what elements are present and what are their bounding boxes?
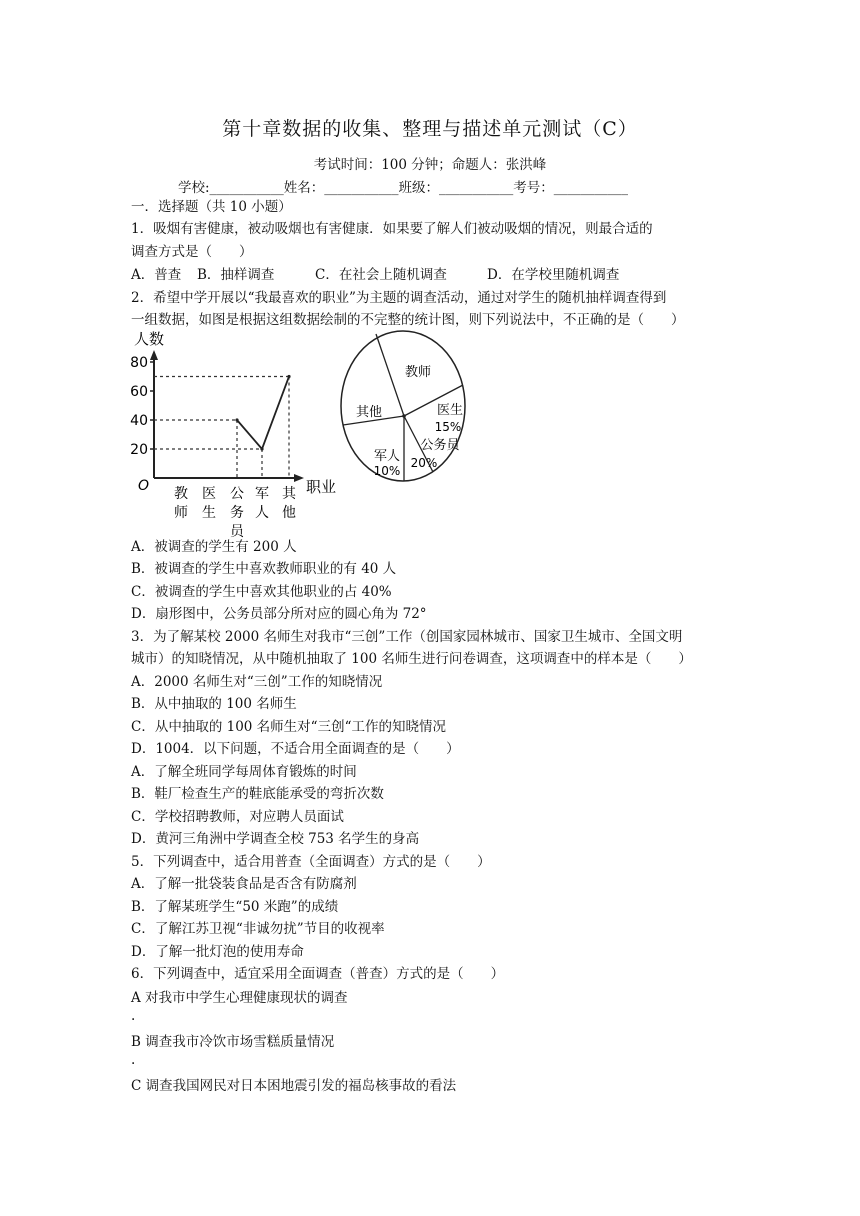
question-6-option-b — [131, 1032, 334, 1052]
option-letter: A — [131, 990, 141, 1006]
question-3-option-d: D．1004．以下问题，不适合用全面调查的是（ ） — [131, 741, 460, 757]
option-text: 调查我国网民对日本困地震引发的福岛核事故的看法 — [145, 1078, 457, 1094]
question-2-option-d: D．扇形图中，公务员部分所对应的圆心角为 72° — [131, 606, 427, 622]
slice-label: 军人 — [373, 449, 401, 464]
y-tick-label: 80 — [130, 355, 148, 371]
y-tick-label: 60 — [130, 384, 148, 400]
question-2-option-a: A．被调查的学生有 200 人 — [131, 539, 297, 555]
origin-label: O — [138, 478, 150, 494]
y-axis-label: 人数 — [134, 330, 165, 348]
option-b: B．抽样调查 — [197, 267, 275, 283]
page-title: 第十章数据的收集、整理与描述单元测试（C） — [222, 118, 638, 140]
question-4-option-d: D．黄河三角洲中学调查全校 753 名学生的身高 — [131, 831, 420, 847]
exam-info: 考试时间：100 分钟；命题人：张洪峰 — [313, 157, 547, 173]
question-6-option-c — [131, 1076, 456, 1096]
question-2-option-c: C．被调查的学生中喜欢其他职业的占 40% — [131, 584, 392, 600]
y-tick-label: 40 — [130, 413, 148, 429]
slice-label: 其他 — [355, 405, 383, 420]
x-tick-label: 军 — [255, 486, 269, 502]
question-3-text-cont: 城市）的知晓情况，从中随机抽取了 100 名师生进行问卷调查，这项调查中的样本是（ ） — [131, 651, 692, 667]
x-axis-label: 职业 — [306, 478, 337, 496]
option-a: A．普查 — [131, 267, 182, 283]
pie-center — [402, 414, 406, 418]
option-dot: . — [131, 1052, 136, 1068]
question-3-option-a: A．2000 名师生对“三创”工作的知晓情况 — [131, 674, 383, 690]
option-c: C．在社会上随机调查 — [315, 267, 447, 283]
student-info-fields: 学校:___________姓名：___________班级：___________考号：___________ — [178, 180, 629, 196]
slice-label: 公务员 — [420, 438, 460, 453]
question-1-text: 1．吸烟有害健康，被动吸烟也有害健康．如果要了解人们被动吸烟的情况，则最合适的 — [131, 221, 653, 237]
slice-percent: 10% — [373, 464, 401, 478]
line-chart — [126, 326, 346, 538]
question-4-option-a: A．了解全班同学每周体育锻炼的时间 — [131, 764, 357, 780]
x-tick-label: 其 — [282, 486, 296, 502]
x-tick-label: 他 — [282, 505, 296, 521]
slice-label: 教师 — [404, 365, 432, 380]
question-3-option-b: B．从中抽取的 100 名师生 — [131, 696, 297, 712]
x-tick-label: 师 — [174, 505, 188, 521]
question-6-option-a — [131, 988, 348, 1008]
x-axis-arrow — [294, 474, 304, 482]
question-5-option-a: A．了解一批袋装食品是否含有防腐剂 — [131, 876, 357, 892]
data-point — [287, 375, 290, 378]
x-tick-label: 公 — [230, 486, 244, 502]
option-text: 调查我市冷饮市场雪糕质量情况 — [145, 1034, 335, 1050]
question-2-text: 2．希望中学开展以“我最喜欢的职业”为主题的调查活动，通过对学生的随机抽样调查得到 — [131, 290, 667, 306]
y-tick-label: 20 — [130, 442, 148, 458]
y-axis-arrow — [150, 350, 158, 360]
x-tick-label: 员 — [230, 524, 244, 538]
question-1-text-cont: 调查方式是（ ） — [131, 244, 253, 260]
slice-percent: 15% — [434, 420, 462, 434]
data-point — [260, 447, 263, 450]
option-dot: . — [131, 1008, 136, 1024]
question-5-text: 5．下列调查中，适合用普查（全面调查）方式的是（ ） — [131, 854, 491, 870]
slice-boundary — [376, 334, 404, 416]
question-3-option-c: C．从中抽取的 100 名师生对“三创“工作的知晓情况 — [131, 719, 446, 735]
question-1-options — [131, 265, 619, 285]
question-6-text: 6．下列调查中，适宜采用全面调查（普查）方式的是（ ） — [131, 966, 505, 982]
x-tick-label: 生 — [202, 505, 216, 521]
series-line — [237, 377, 289, 450]
question-2-text-cont: 一组数据，如图是根据这组数据绘制的不完整的统计图，则下列说法中，不正确的是（ ） — [131, 312, 685, 328]
slice-label: 医生 — [436, 403, 464, 418]
option-letter: C — [131, 1078, 142, 1094]
x-tick-label: 人 — [255, 505, 269, 521]
x-tick-label: 医 — [202, 486, 216, 502]
question-5-option-b: B．了解某班学生“50 米跑”的成绩 — [131, 899, 339, 915]
question-4-option-c: C．学校招聘教师，对应聘人员面试 — [131, 809, 344, 825]
option-d: D．在学校里随机调查 — [487, 267, 620, 283]
data-point — [235, 418, 238, 421]
option-letter: B — [131, 1034, 141, 1050]
x-tick-label: 务 — [230, 505, 244, 521]
question-5-option-c: C．了解江苏卫视“非诚勿扰”节目的收视率 — [131, 921, 385, 937]
question-4-option-b: B．鞋厂检查生产的鞋底能承受的弯折次数 — [131, 786, 384, 802]
x-tick-label: 教 — [174, 486, 188, 502]
question-2-option-b: B．被调查的学生中喜欢教师职业的有 40 人 — [131, 561, 397, 577]
section-heading: 一．选择题（共 10 小题） — [131, 199, 292, 215]
option-text: 对我市中学生心理健康现状的调查 — [145, 990, 348, 1006]
pie-chart — [338, 330, 468, 482]
slice-percent: 20% — [410, 456, 438, 470]
question-3-text: 3．为了解某校 2000 名师生对我市“三创”工作（创国家园林城市、国家卫生城市、全国文明 — [131, 629, 683, 645]
question-5-option-d: D．了解一批灯泡的使用寿命 — [131, 944, 304, 960]
